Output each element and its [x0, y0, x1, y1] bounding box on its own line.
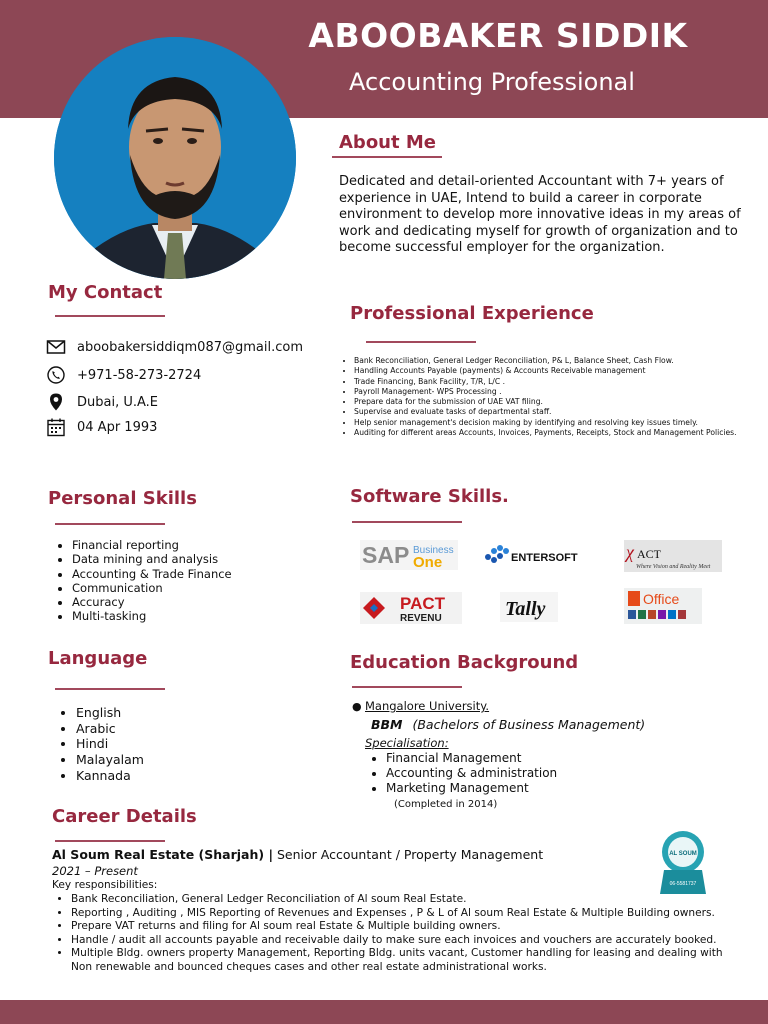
email-icon: [46, 337, 66, 357]
language-list: [59, 705, 276, 784]
education-degree: BBM: [371, 717, 403, 732]
svg-text:Tally: Tally: [505, 598, 546, 620]
education-degree-row: [371, 717, 645, 732]
company-seal-icon: [658, 830, 708, 896]
list-item: • Trade Financing, Bank Facility, T/R, L/C .: [354, 377, 754, 387]
contact-email-row: [46, 336, 303, 358]
candidate-title: Accounting Professional: [349, 68, 635, 96]
list-item: • Bank Reconciliation, General Ledger Reconciliation, P& L, Balance Sheet, Cash Flow.: [354, 356, 754, 366]
svg-text:Where Vision and Reality Meet: Where Vision and Reality Meet: [636, 564, 711, 570]
xact-logo: [624, 540, 722, 572]
list-item: • Financial Management: [386, 751, 636, 766]
career-period: 2021 – Present: [52, 864, 138, 878]
education-university: Mangalore University.: [365, 699, 490, 713]
list-item: • Accounting & Trade Finance: [72, 567, 322, 581]
education-specialisation-label: Specialisation:: [365, 736, 449, 750]
language-rule: [55, 688, 165, 690]
list-item: • Marketing Management: [386, 781, 636, 796]
education-bullet: ●: [352, 700, 362, 713]
list-item: • Prepare data for the submission of UAE VAT filing.: [354, 397, 754, 407]
list-item: • Malayalam: [76, 752, 276, 768]
education-degree-full: (Bachelors of Business Management): [412, 717, 646, 732]
svg-text:Business: Business: [413, 545, 454, 556]
contact-heading: My Contact: [48, 282, 163, 303]
list-item: • Multi-tasking: [72, 609, 322, 623]
contact-phone-row: [46, 364, 201, 386]
career-company: Al Soum Real Estate (Sharjah) |: [52, 847, 274, 862]
contact-email[interactable]: aboobakersiddiqm087@gmail.com: [77, 339, 303, 355]
list-item: • Auditing for different areas Accounts, Invoices, Payments, Receipts, Stock and Management Policies.: [354, 428, 754, 438]
education-rule: [352, 686, 462, 688]
sap-business-one-logo: [360, 540, 458, 570]
list-item: • Kannada: [76, 768, 276, 784]
list-item: • Hindi: [76, 736, 276, 752]
svg-text:AL SOUM: AL SOUM: [669, 851, 697, 857]
personal-skills-list: [55, 538, 322, 624]
language-heading: Language: [48, 648, 148, 669]
career-position: Senior Accountant / Property Management: [273, 847, 544, 862]
ms-office-logo: [624, 588, 702, 624]
experience-rule: [366, 341, 476, 343]
entersoft-logo: [480, 540, 588, 570]
contact-rule: [55, 315, 165, 317]
list-item: • Accuracy: [72, 595, 322, 609]
software-skills-rule: [352, 521, 462, 523]
candidate-name: ABOOBAKER SIDDIK: [308, 16, 688, 55]
list-item: • Data mining and analysis: [72, 552, 322, 566]
tally-logo: [500, 592, 558, 622]
phone-icon: [46, 365, 66, 385]
career-resp-label: Key responsibilities:: [52, 879, 158, 891]
list-item: • Bank Reconciliation, General Ledger Reconciliation of Al soum Real Estate.: [71, 893, 731, 907]
experience-heading: Professional Experience: [350, 303, 594, 324]
career-rule: [55, 840, 165, 842]
contact-dob: 04 Apr 1993: [77, 419, 158, 435]
about-rule: [332, 156, 442, 158]
software-skills-heading: Software Skills.: [350, 486, 509, 507]
contact-dob-row: [46, 416, 157, 438]
list-item: • Help senior management's decision making by identifying and resolving key issues timely.: [354, 418, 754, 428]
contact-location-row: [46, 391, 158, 413]
svg-text:χ: χ: [626, 542, 634, 562]
list-item: • Arabic: [76, 721, 276, 737]
profile-photo: [54, 37, 296, 279]
list-item: • Financial reporting: [72, 538, 322, 552]
personal-skills-rule: [55, 523, 165, 525]
list-item: • Communication: [72, 581, 322, 595]
career-heading: Career Details: [52, 806, 197, 827]
svg-text:SAP: SAP: [362, 542, 410, 568]
list-item: • Multiple Bldg. owners property Management, Reporting Bldg. units vacant, Customer handling for leasing and dealing with Non renewable and bounced cheques cases and other real estate administrational works.: [71, 947, 731, 974]
list-item: • Handling Accounts Payable (payments) & Accounts Receivable management: [354, 366, 754, 376]
svg-text:ENTERSOFT: ENTERSOFT: [511, 552, 578, 564]
personal-skills-heading: Personal Skills: [48, 488, 197, 509]
list-item: • English: [76, 705, 276, 721]
list-item: • Handle / audit all accounts payable and receivable daily to make sure each invoices and vouchers are accurately booked.: [71, 934, 731, 948]
education-completed: (Completed in 2014): [394, 799, 498, 810]
experience-list: [337, 356, 754, 438]
list-item: • Payroll Management- WPS Processing .: [354, 387, 754, 397]
svg-text:06-5581737: 06-5581737: [669, 881, 697, 887]
list-item: • Prepare VAT returns and filing for Al soum real Estate & Multiple building owners.: [71, 920, 731, 934]
contact-location: Dubai, U.A.E: [77, 394, 159, 410]
list-item: • Supervise and evaluate tasks of departmental staff.: [354, 407, 754, 417]
list-item: • Accounting & administration: [386, 766, 636, 781]
about-heading: About Me: [339, 132, 436, 153]
location-pin-icon: [46, 392, 66, 412]
footer-band: [0, 1000, 768, 1024]
career-title-row: [52, 847, 543, 862]
education-heading: Education Background: [350, 652, 579, 673]
pact-revenu-logo: [360, 592, 462, 624]
contact-phone[interactable]: +971-58-273-2724: [77, 367, 202, 383]
svg-text:REVENU: REVENU: [400, 613, 442, 624]
career-responsibilities: [54, 893, 731, 975]
about-text: Dedicated and detail-oriented Accountant with 7+ years of experience in UAE, Intend to build a career in corporate environment to develop more innovative ideas in my areas of work and dedicating myself for growth of organization and to become successful employer for the organization.: [339, 174, 741, 255]
svg-text:Office: Office: [643, 591, 680, 607]
svg-text:PACT: PACT: [400, 594, 446, 613]
education-specialisation-list: [369, 751, 636, 796]
calendar-icon: [46, 417, 66, 437]
list-item: • Reporting , Auditing , MIS Reporting of Revenues and Expenses , P & L of Al soum Real Estate & Multiple Building owners.: [71, 907, 731, 921]
svg-text:ACT: ACT: [637, 547, 661, 561]
svg-text:One: One: [413, 554, 443, 570]
